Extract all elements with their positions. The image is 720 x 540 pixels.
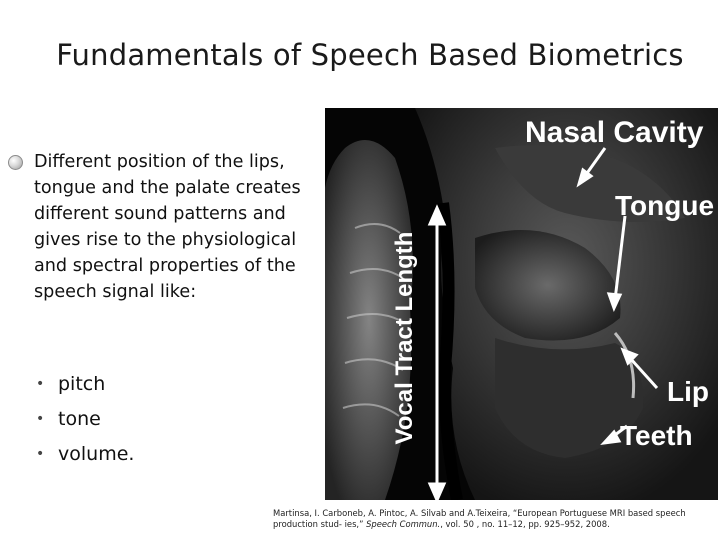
sub-bullet-label: pitch [58,373,106,395]
vocal-tract-length-label: Vocal Tract Length [391,231,418,445]
citation [273,508,718,530]
citation-details: , vol. 50 , no. 11–12, pp. 925–952, 2008. [440,519,610,529]
bullet-dot-icon: • [36,376,45,392]
bullet-dot-icon: • [36,411,45,427]
bullet-marker [8,155,23,170]
lip-label: Lip [667,376,709,407]
body-text: Different position of the lips, tongue and the palate creates different sound patterns and gives rise to the physiological and spectral properties of the speech signal like: [34,152,301,302]
tongue-label: Tongue [615,190,715,221]
bullet-dot-icon: • [36,446,45,462]
citation-journal: Speech Commun. [366,519,441,529]
citation-authors-title: Martinsa, I. Carboneb, A. Pintoc, A. Silvab and A.Teixeira, “European Portuguese MRI based speech production stud- ies,” [273,508,686,529]
teeth-label: Teeth [620,420,693,451]
slide-title: Fundamentals of Speech Based Biometrics [56,38,684,72]
mri-figure [325,108,718,500]
sub-bullet-label: tone [58,408,101,430]
sub-bullet-label: volume. [58,443,135,465]
nasal-cavity-label: Nasal Cavity [525,116,704,149]
